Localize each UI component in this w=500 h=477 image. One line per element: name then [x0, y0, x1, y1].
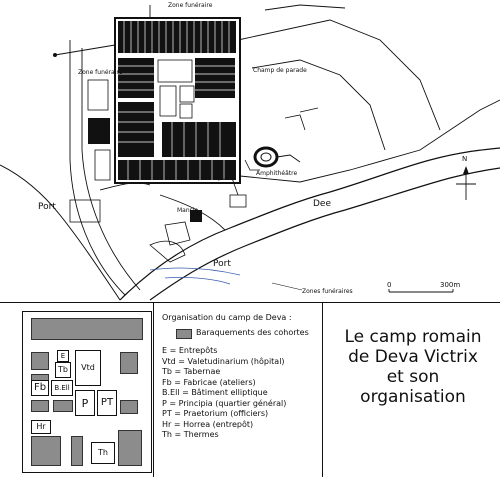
- legend-key: Th = Thermes: [162, 430, 219, 439]
- plan-barracks: [31, 318, 143, 340]
- label-mansio: Mansio: [177, 207, 199, 214]
- title-line: et son: [386, 367, 440, 387]
- plan-horrea: Hr: [31, 420, 51, 434]
- plan-principia: P: [75, 390, 95, 416]
- plan-barracks: [31, 436, 61, 466]
- plan-barracks: [71, 436, 83, 466]
- legend-barracks-label: Baraquements des cohortes: [196, 328, 309, 337]
- river-west-bank: [0, 165, 120, 300]
- title-line: de Deva Victrix: [348, 347, 478, 367]
- plan-barracks: [31, 400, 49, 412]
- plan-fabricae: Fb: [31, 380, 49, 396]
- amphitheatre-arena: [261, 153, 271, 161]
- plan-barracks: [120, 400, 138, 414]
- legend-key: Hr = Horrea (entrepôt): [162, 419, 254, 429]
- legend-key: Fb = Fabricae (ateliers): [162, 377, 256, 387]
- label-port-left: Port: [38, 202, 56, 212]
- legend-title: Organisation du camp de Deva :: [162, 313, 292, 322]
- legend-barracks-swatch: [176, 329, 192, 339]
- plan-praetorium: PT: [97, 390, 117, 416]
- label-zones-funeraires: Zones funéraires: [302, 288, 353, 295]
- panel-divider: [153, 303, 154, 477]
- plan-valetudinarium: Vtd: [75, 350, 101, 386]
- legend-key: P = Principia (quartier général): [162, 398, 287, 408]
- legend-key-list: [162, 346, 286, 441]
- figure-title: [326, 327, 500, 407]
- scale-bar: [389, 289, 453, 292]
- label-zone-funeraire-left: Zone funéraire: [78, 69, 123, 76]
- plan-barracks: [53, 400, 73, 412]
- title-line: organisation: [360, 387, 466, 407]
- scale-start-label: 0: [387, 281, 392, 289]
- label-champ-de-parade: Champ de parade: [253, 67, 307, 74]
- camp-plan: [22, 311, 152, 473]
- road: [265, 5, 345, 10]
- plan-barracks: [120, 352, 138, 374]
- label-amphitheatre: Amphithéâtre: [256, 170, 298, 177]
- annex-block: [88, 118, 110, 144]
- legend-key: PT = Praetorium (officiers): [162, 409, 269, 418]
- north-arrow-head: [463, 166, 469, 174]
- plan-tabernae: Tb: [55, 362, 71, 378]
- title-line: Le camp romain: [344, 327, 482, 347]
- central-buildings: [158, 60, 194, 118]
- scale-end-label: 300m: [440, 281, 461, 289]
- legend-key: Tb = Tabernae: [162, 367, 221, 376]
- road: [55, 45, 115, 55]
- annex-outlines: [70, 80, 110, 222]
- legend-key: B.Ell = Bâtiment elliptique: [162, 388, 268, 397]
- plan-batiment-elliptique: B.Ell: [51, 380, 73, 396]
- leader-line: [272, 283, 302, 290]
- plan-barracks: [118, 430, 142, 466]
- plan-barracks: [31, 352, 49, 370]
- legend-key: Vtd = Valetudinarium (hôpital): [162, 356, 285, 366]
- panel-divider: [322, 303, 323, 477]
- label-zone-funeraire-top: Zone funéraire: [168, 2, 213, 9]
- legend-key: E = Entrepôts: [162, 346, 218, 355]
- amphitheatre-path: [277, 155, 300, 162]
- road-endpoint: [53, 53, 57, 57]
- label-dee: Dee: [313, 199, 332, 209]
- bottom-panel: [0, 302, 500, 477]
- north-label: N: [462, 155, 468, 163]
- plan-entrepots: E: [57, 350, 69, 362]
- water-inlet: [150, 268, 240, 275]
- label-port-bottom: Port: [213, 259, 231, 269]
- plan-thermes: Th: [91, 442, 115, 464]
